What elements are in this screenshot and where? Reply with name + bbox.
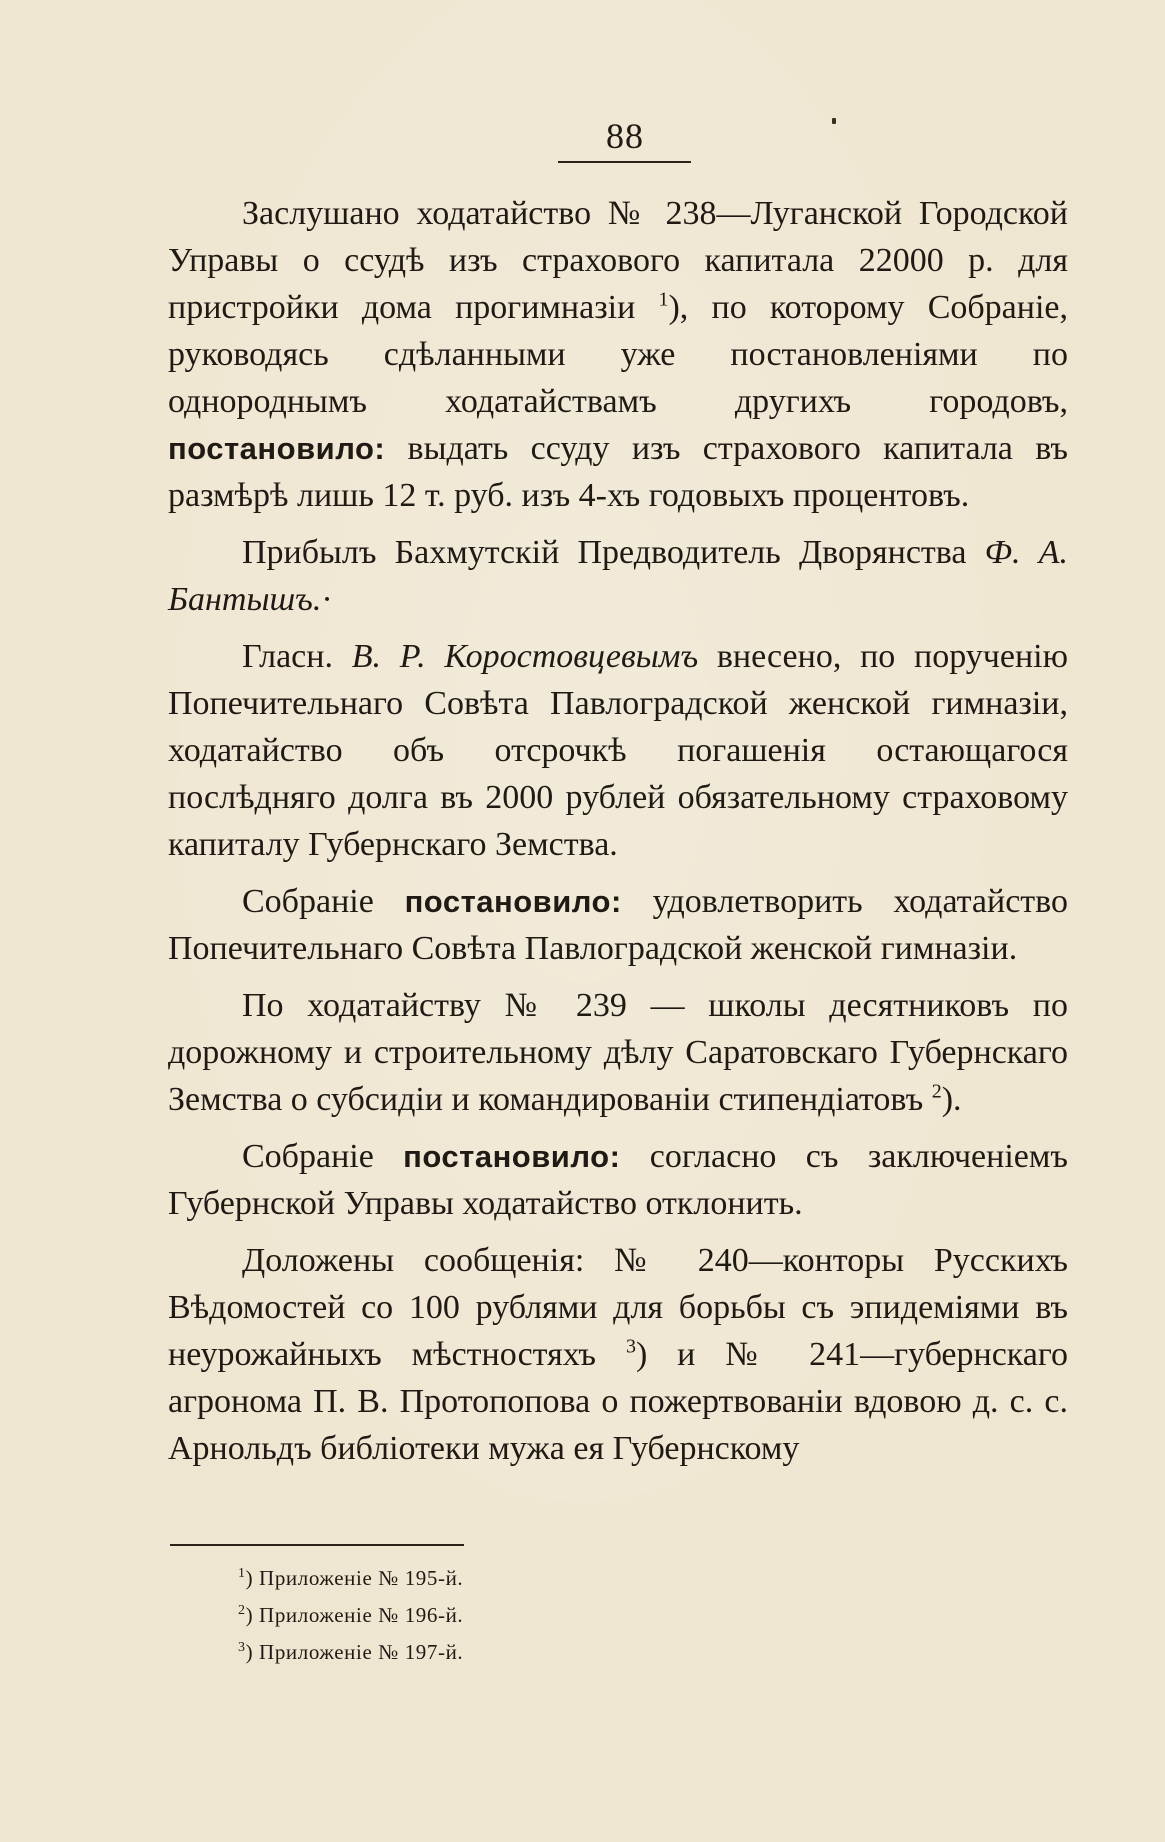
person-name: В. Р. Коростовцевымъ (351, 638, 699, 675)
paragraph-petition-238: Заслушано ходатайство № 238—Луганской Городской Управы о ссудѣ изъ страхового капитала 22000 р. для пристройки дома прогимназіи $^1$), по которому Собраніе, руководясь сдѣланными уже постановленіями по однороднымъ ходатайствамъ другихъ городовъ, постановило: выдать ссуду изъ страхового капитала въ размѣрѣ лишь 12 т. руб. изъ 4-хъ годовыхъ процентовъ. (168, 195, 1068, 514)
footnote-ref-2: 2 (931, 1080, 942, 1103)
main-text (168, 190, 1068, 1482)
ink-speck (832, 118, 836, 124)
person-name: Ф. А. Бантышъ. (168, 534, 1068, 618)
footnote-3: $^3$) Приложеніе № 197-й. (238, 1640, 464, 1664)
footnote-2: $^2$) Приложеніе № 196-й. (238, 1603, 464, 1627)
page-number: 88 (606, 116, 644, 156)
footnote-1: $^1$) Приложеніе № 195-й. (238, 1566, 464, 1590)
paragraph-arrival: Прибылъ Бахмутскій Предводитель Дворянства Ф. А. Бантышъ.· (168, 534, 1068, 618)
decision-label: постановило: (168, 431, 386, 466)
paragraph-petition-deferral: Гласн. В. Р. Коростовцевымъ внесено, по порученію Попечительнаго Совѣта Павлоградской женской гимназіи, ходатайство объ отсрочкѣ погашенія остающагося послѣдняго долга въ 2000 рублей обязательному страховому капиталу Губернскаго Земства. (168, 638, 1068, 863)
paragraph-decision-239: Собраніе постановило: согласно съ заключеніемъ Губернской Управы ходатайство отклонить. (168, 1138, 1068, 1222)
footnote-ref-1: 1 (658, 288, 669, 311)
decision-label: постановило: (404, 884, 622, 919)
paragraph-petition-239: По ходатайству № 239 — школы десятниковъ по дорожному и строительному дѣлу Саратовскаго Губернскаго Земства о субсидіи и командированіи стипендіатовъ $^2$). (168, 987, 1068, 1118)
footnotes (238, 1560, 738, 1671)
paragraph-reports-240-241: Доложены сообщенія: № 240—конторы Русскихъ Вѣдомостей со 100 рублями для борьбы съ эпидеміями въ неурожайныхъ мѣстностяхъ $^3$) и № 241—губернскаго агронома П. В. Протопопова о пожертвованіи вдовою д. с. с. Арнольдъ библіотеки мужа ея Губернскому (168, 1242, 1068, 1467)
footnote-ref-3: 3 (625, 1335, 636, 1358)
page-number-rule (558, 161, 691, 163)
decision-label: постановило: (403, 1139, 621, 1174)
footnote-separator (170, 1544, 464, 1546)
paragraph-decision-deferral: Собраніе постановило: удовлетворить ходатайство Попечительнаго Совѣта Павлоградской женской гимназіи. (168, 883, 1068, 967)
